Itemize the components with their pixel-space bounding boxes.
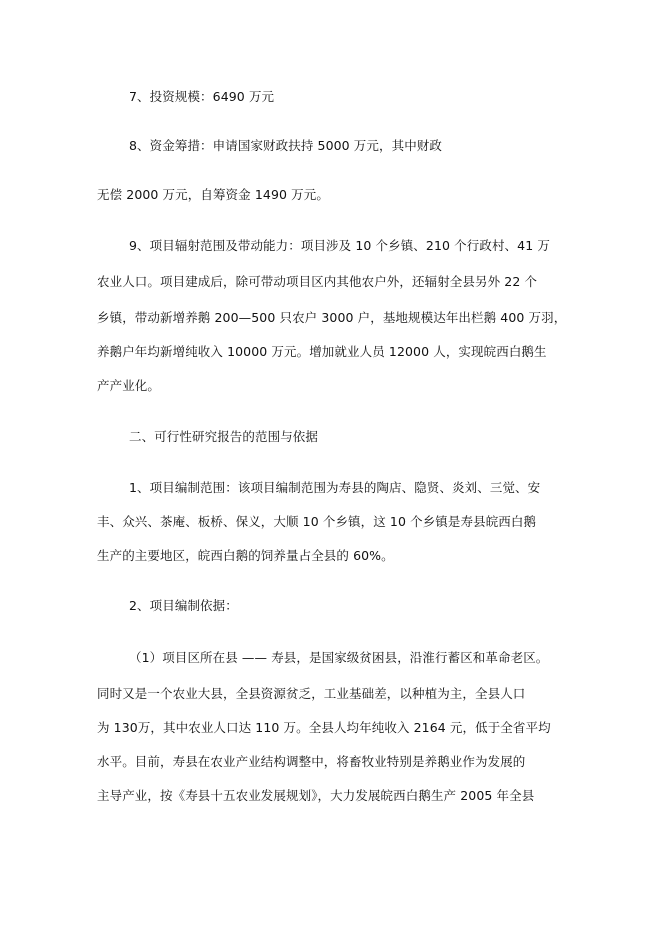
text-line-basis-item-1-cont: 为 130万，其中农业人口达 110 万。全县人均年纯收入 2164 元，低于全省平均 — [97, 720, 551, 735]
text-line-radiation-scope: 9、项目辐射范围及带动能力：项目涉及 10 个乡镇、210 个行政村、41 万 — [129, 238, 550, 253]
text-line-radiation-scope-cont: 产产业化。 — [97, 378, 161, 393]
text-line-radiation-scope-cont: 农业人口。项目建成后，除可带动项目区内其他农户外，还辐射全县另外 22 个 — [97, 274, 538, 289]
text-line-radiation-scope-cont: 乡镇，带动新增养鹅 200—500 只农户 3000 户，基地规模达年出栏鹅 400 万羽， — [97, 310, 567, 325]
text-line-investment-scale: 7、投资规模：6490 万元 — [129, 89, 275, 104]
text-line-compile-scope-cont: 生产的主要地区，皖西白鹅的饲养量占全县的 60%。 — [97, 548, 394, 563]
section-heading: 二、可行性研究报告的范围与依据 — [129, 429, 319, 444]
text-line-basis-item-1-cont: 主导产业，按《寿县十五农业发展规划》，大力发展皖西白鹅生产 2005 年全县 — [97, 788, 535, 803]
text-line-basis-item-1-cont: 水平。目前，寿县在农业产业结构调整中，将畜牧业特别是养鹅业作为发展的 — [97, 754, 526, 769]
text-line-basis-item-1-cont: 同时又是一个农业大县，全县资源贫乏，工业基础差，以种植为主，全县人口 — [97, 686, 526, 701]
text-line-fund-raising-cont: 无偿 2000 万元，自筹资金 1490 万元。 — [97, 187, 329, 202]
text-line-compile-basis: 2、项目编制依据： — [129, 598, 238, 613]
text-line-fund-raising: 8、资金筹措：申请国家财政扶持 5000 万元，其中财政 — [129, 138, 443, 153]
text-line-radiation-scope-cont: 养鹅户年均新增纯收入 10000 万元。增加就业人员 12000 人，实现皖西白鹅生 — [97, 344, 547, 359]
text-line-compile-scope-cont: 丰、众兴、茶庵、板桥、保义，大顺 10 个乡镇，这 10 个乡镇是寿县皖西白鹅 — [97, 514, 537, 529]
text-line-compile-scope: 1、项目编制范围：该项目编制范围为寿县的陶店、隐贤、炎刘、三觉、安 — [129, 480, 541, 495]
text-line-basis-item-1: （1）项目区所在县 —— 寿县，是国家级贫困县，沿淮行蓄区和革命老区。 — [129, 650, 549, 665]
